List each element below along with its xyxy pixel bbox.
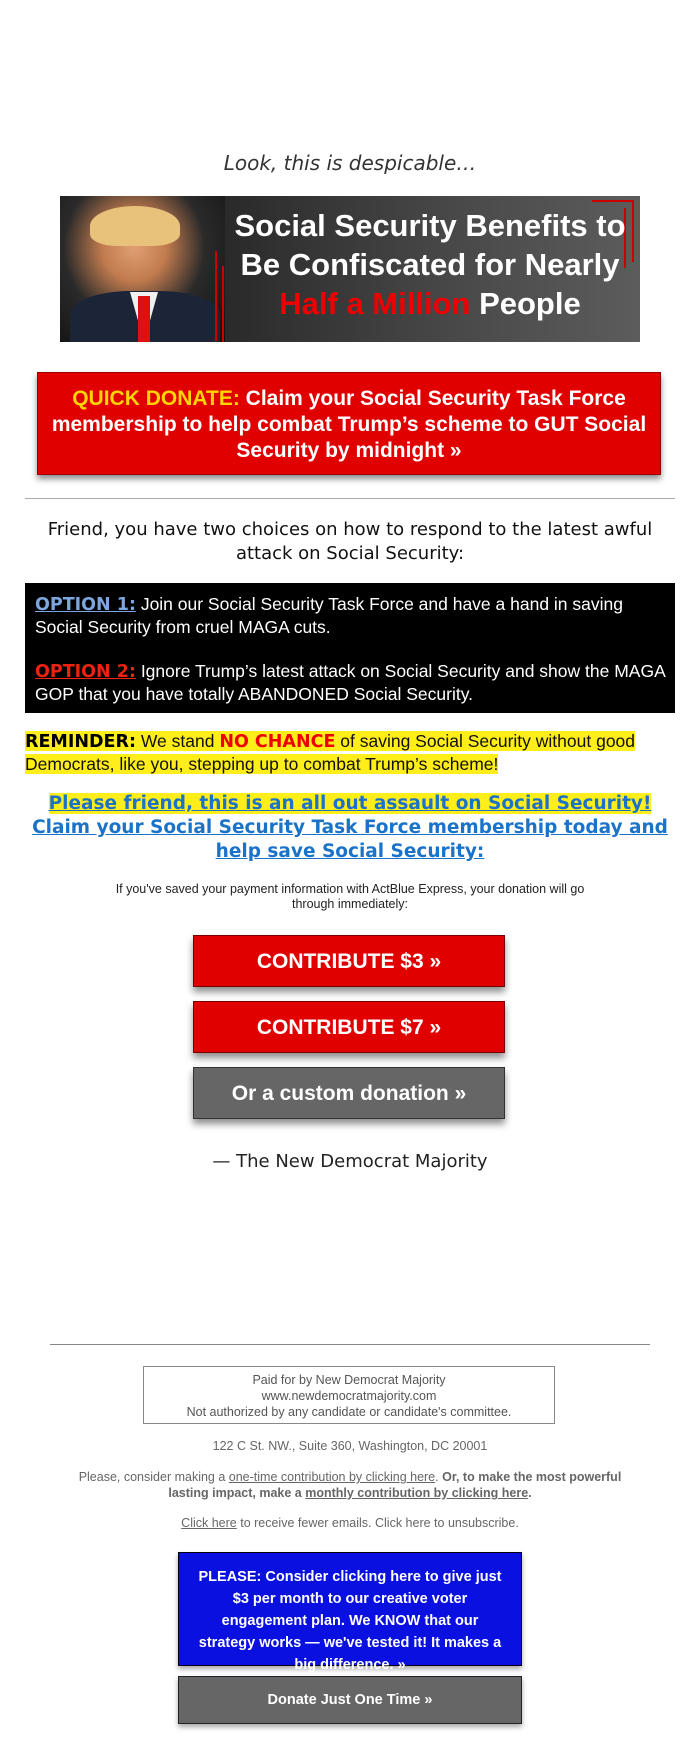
option-2	[35, 660, 665, 705]
option-1	[35, 593, 665, 638]
quick-donate-text: Claim your Social Security Task Force membership to help combat Trump’s scheme to GUT Social Security by midnight »	[51, 387, 647, 462]
paid-for-box	[143, 1366, 555, 1424]
consider-part-2: .	[435, 1470, 443, 1484]
quick-donate-lead: QUICK DONATE:	[72, 387, 240, 410]
hero-banner[interactable]	[60, 196, 640, 342]
paid-line-1: Paid for by New Democrat Majority	[252, 1373, 446, 1387]
actblue-express-note: If you've saved your payment information with ActBlue Express, your donation will go through immediately:	[115, 882, 585, 911]
reminder-label: REMINDER:	[25, 732, 136, 752]
fewer-emails-link[interactable]: Click here	[181, 1516, 237, 1530]
monthly-donate-button[interactable]: PLEASE: Consider clicking here to give just $3 per month to our creative voter engagement plan. We KNOW that our strategy works — we've tested it! It makes a big difference. »	[178, 1552, 522, 1666]
claim-membership-link[interactable]: Claim your Social Security Task Force membership today and help save Social Security:	[32, 817, 668, 862]
photo-tie	[138, 296, 150, 342]
reminder-highlight	[25, 731, 635, 774]
reminder-text	[25, 730, 675, 775]
contribute-3-button[interactable]: CONTRIBUTE $3 »	[193, 935, 505, 987]
friend-intro: Friend, you have two choices on how to respond to the latest awful attack on Social Security:	[47, 519, 653, 564]
footer-divider	[50, 1344, 650, 1345]
monthly-contribution-link[interactable]: monthly contribution by clicking here	[305, 1486, 529, 1500]
intro-text: Look, this is despicable…	[223, 151, 477, 175]
banner-headline	[230, 206, 630, 323]
consider-part-1: Please, consider making a	[78, 1470, 229, 1484]
donate-one-time-button[interactable]: Donate Just One Time »	[178, 1676, 522, 1724]
option-2-text: Ignore Trump’s latest attack on Social Security and show the MAGA GOP that you have totally ABANDONED Social Security.	[35, 661, 665, 704]
fewer-emails-rest: to receive fewer emails. Click here to unsubscribe.	[236, 1516, 519, 1530]
paid-line-3: Not authorized by any candidate or candidate's committee.	[186, 1405, 512, 1419]
option-1-text: Join our Social Security Task Force and have a hand in saving Social Security from cruel MAGA cuts.	[35, 594, 623, 637]
fewer-emails-text	[25, 1516, 675, 1530]
consider-bold-text: Or, to make the most powerful lasting impact, make a	[168, 1470, 622, 1500]
signoff: — The New Democrat Majority	[212, 1151, 488, 1172]
reminder-part-2: of saving Social Security without good Democrats, like you, stepping up to combat Trump’s scheme!	[25, 731, 636, 774]
photo-hair	[90, 206, 180, 246]
paid-line-2: www.newdemocratmajority.com	[261, 1389, 437, 1403]
option-2-link[interactable]: OPTION 2:	[35, 662, 136, 682]
custom-donation-button[interactable]: Or a custom donation »	[193, 1067, 505, 1119]
banner-line-1: Social Security Benefits to	[234, 208, 626, 243]
no-chance-text: NO CHANCE	[219, 732, 336, 752]
banner-highlight: Half a Million	[279, 286, 471, 321]
consider-end: .	[528, 1486, 532, 1500]
consider-text	[65, 1469, 635, 1501]
divider	[25, 498, 675, 499]
banner-line-3	[230, 284, 630, 323]
one-time-contribution-link[interactable]: one-time contribution by clicking here	[228, 1470, 436, 1484]
reminder-part-1: We stand	[135, 731, 220, 751]
contribute-7-button[interactable]: CONTRIBUTE $7 »	[193, 1001, 505, 1053]
please-highlight-link[interactable]: Please friend, this is an all out assault on Social Security!	[48, 793, 652, 814]
option-1-link[interactable]: OPTION 1:	[35, 595, 136, 615]
quick-donate-button[interactable]	[37, 372, 661, 475]
mailing-address: 122 C St. NW., Suite 360, Washington, DC 20001	[212, 1439, 488, 1453]
decor-frame-left-inner	[222, 266, 224, 342]
options-box	[25, 583, 675, 713]
please-link-block	[25, 792, 675, 864]
banner-line-2: Be Confiscated for Nearly	[240, 247, 620, 282]
banner-line-3-rest: People	[470, 286, 581, 321]
